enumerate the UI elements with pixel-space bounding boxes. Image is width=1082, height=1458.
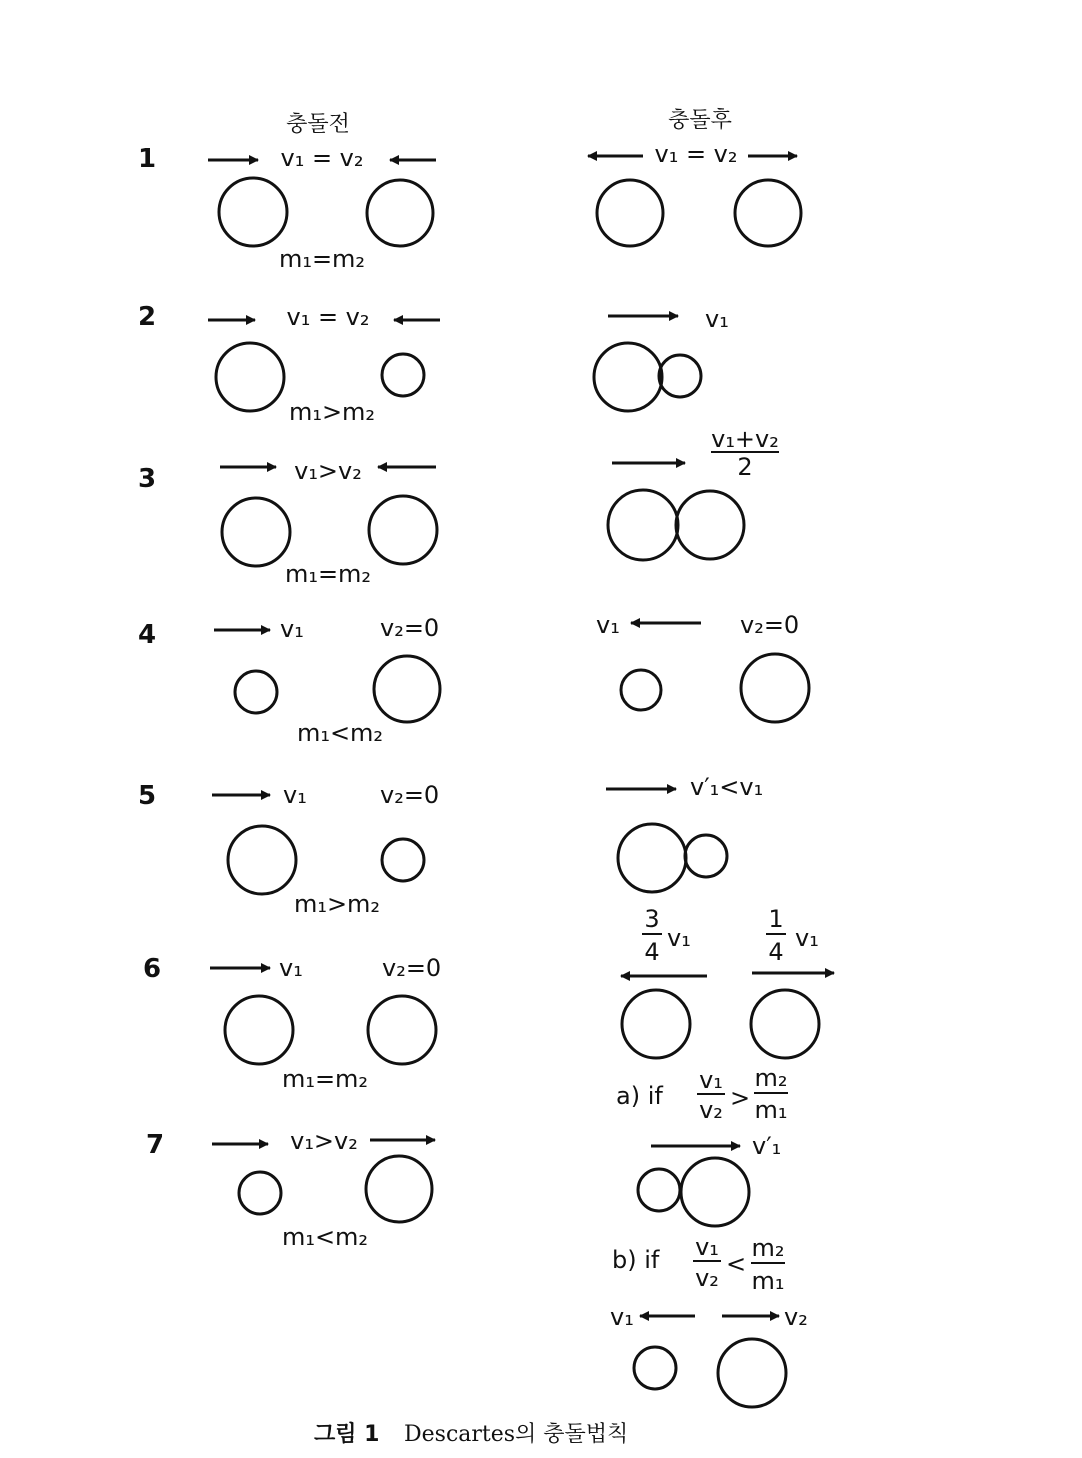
row-3-after-numerator: v₁+v₂	[711, 425, 779, 453]
row-6-after-left-variable: v₁	[667, 924, 691, 952]
row-6-number: 6	[143, 954, 162, 984]
ball-m1	[621, 670, 661, 710]
row-3-mass-relation: m₁=m₂	[284, 560, 372, 588]
row-7-case-b-rhs-denominator: m₁	[751, 1267, 785, 1295]
row-6-mass-relation: m₁=m₂	[281, 1065, 369, 1093]
row-4-after-v2: v₂=0	[740, 611, 800, 639]
header-after: 충돌후	[668, 108, 732, 133]
row-5-before-v2: v₂=0	[380, 781, 440, 809]
row-6-after-right-denominator: 4	[768, 938, 784, 966]
ball-m1	[216, 343, 284, 411]
ball-m2	[676, 491, 744, 559]
ball-m2	[718, 1339, 786, 1407]
row-3-before-velocity: v₁>v₂	[294, 457, 362, 485]
row-7-case-b-operator: <	[725, 1250, 747, 1278]
ball-m2	[374, 656, 440, 722]
row-7-case-b-lhs-numerator: v₁	[695, 1233, 719, 1261]
ball-m1	[622, 990, 690, 1058]
ball-m2	[735, 180, 801, 246]
row-1-number: 1	[138, 144, 157, 174]
row-7-case-b-lhs-denominator: v₂	[695, 1264, 719, 1292]
ball-m1	[608, 490, 678, 560]
row-3-number: 3	[138, 464, 157, 494]
ball-m2	[382, 354, 424, 396]
row-5-mass-relation: m₁>m₂	[293, 890, 381, 918]
ball-m1	[222, 498, 290, 566]
row-2-number: 2	[138, 302, 157, 332]
ball-m2	[368, 996, 436, 1064]
row-7-case-a-rhs-numerator: m₂	[754, 1064, 788, 1092]
row-5-before-v1: v₁	[283, 781, 307, 809]
row-4-before-v1: v₁	[280, 615, 304, 643]
row-7-number: 7	[146, 1130, 165, 1160]
row-7-case-b-prefix: b) if	[612, 1246, 660, 1274]
row-4-mass-relation: m₁<m₂	[296, 719, 384, 747]
ball-m2	[681, 1158, 749, 1226]
ball-m1	[228, 826, 296, 894]
caption-label: 그림 1	[314, 1422, 380, 1447]
row-2-mass-relation: m₁>m₂	[288, 398, 376, 426]
ball-m1	[597, 180, 663, 246]
row-2-after-velocity: v₁	[705, 305, 729, 333]
row-6-after-left-denominator: 4	[644, 938, 660, 966]
row-7-mass-relation: m₁<m₂	[281, 1223, 369, 1251]
row-7-case-a-lhs-denominator: v₂	[699, 1096, 723, 1124]
row-1-after-velocity: v₁ = v₂	[654, 140, 738, 168]
row-7-case-a-lhs-numerator: v₁	[699, 1066, 723, 1094]
row-7-case-a-operator: >	[729, 1084, 751, 1112]
row-7-case-a-result: v′₁	[752, 1132, 782, 1160]
row-1-mass-relation: m₁=m₂	[278, 245, 366, 273]
row-4-after-v1: v₁	[596, 611, 620, 639]
ball-m2	[366, 1156, 432, 1222]
row-7-case-b-rhs-numerator: m₂	[751, 1234, 785, 1262]
row-4-number: 4	[138, 620, 157, 650]
row-6-before-v2: v₂=0	[382, 954, 442, 982]
ball-m1	[235, 671, 277, 713]
header-before: 충돌전	[286, 112, 350, 137]
row-7-before-velocity: v₁>v₂	[290, 1127, 358, 1155]
row-7-case-a-prefix: a) if	[616, 1082, 663, 1110]
caption-text: Descartes의 충돌법칙	[404, 1422, 629, 1447]
ball-m1	[219, 178, 287, 246]
ball-m2	[382, 839, 424, 881]
ball-m1	[594, 343, 662, 411]
row-7-case-b-left-velocity: v₁	[610, 1303, 634, 1331]
row-6-after-right-variable: v₁	[795, 924, 819, 952]
row-6-after-right-numerator: 1	[768, 905, 784, 933]
row-5-after-velocity: v′₁<v₁	[690, 773, 764, 801]
row-5-number: 5	[138, 781, 157, 811]
row-6-before-v1: v₁	[279, 954, 303, 982]
ball-m1	[239, 1172, 281, 1214]
ball-m1	[634, 1347, 676, 1389]
ball-m2	[659, 355, 701, 397]
row-2-before-velocity: v₁ = v₂	[286, 303, 370, 331]
ball-m2	[751, 990, 819, 1058]
row-6-after-left-numerator: 3	[644, 905, 660, 933]
row-4-before-v2: v₂=0	[380, 614, 440, 642]
row-7-case-b-right-velocity: v₂	[784, 1303, 808, 1331]
row-3-after-denominator: 2	[737, 453, 753, 481]
ball-m2	[369, 496, 437, 564]
ball-m1	[638, 1169, 680, 1211]
row-1-before-velocity: v₁ = v₂	[280, 144, 364, 172]
ball-m1	[618, 824, 686, 892]
ball-m2	[741, 654, 809, 722]
ball-m2	[685, 835, 727, 877]
ball-m1	[225, 996, 293, 1064]
row-7-case-a-rhs-denominator: m₁	[754, 1096, 788, 1124]
ball-m2	[367, 180, 433, 246]
